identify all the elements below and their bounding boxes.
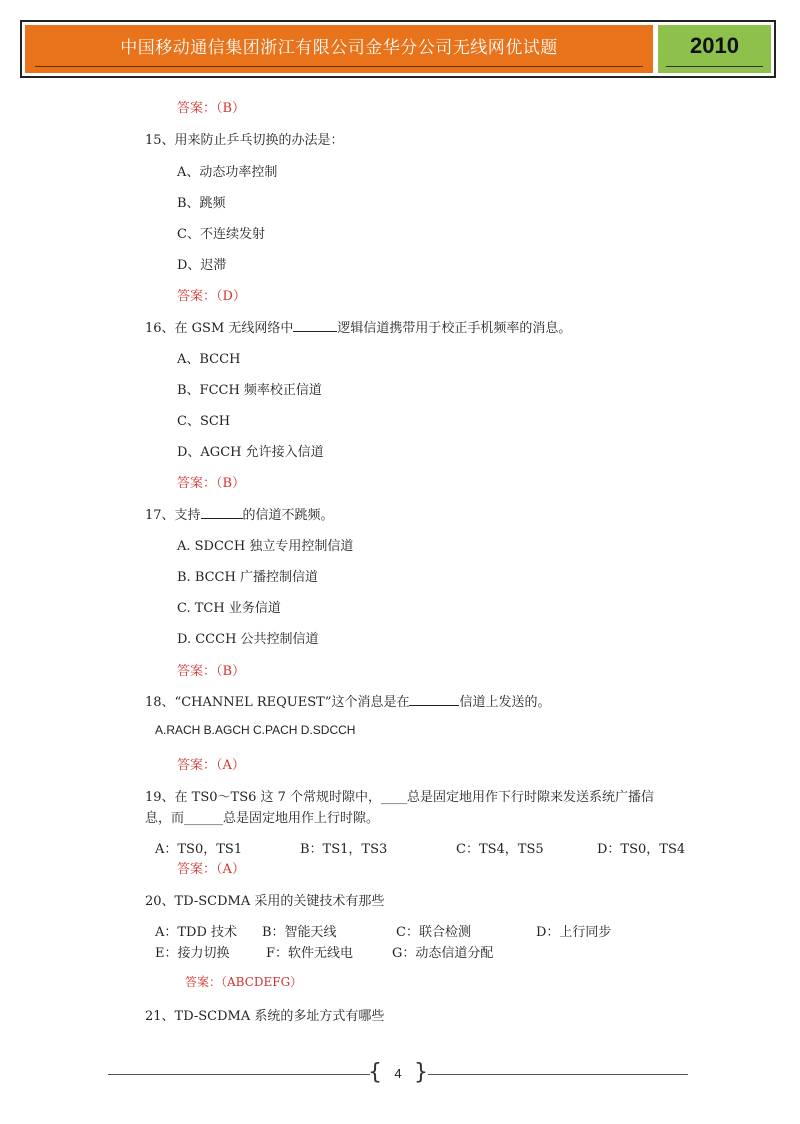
- option-19a: A：TS0，TS1: [155, 842, 243, 857]
- question-20: 20、TD-SCDMA 采用的关键技术有那些: [145, 894, 385, 909]
- option-15b: B、跳频: [177, 196, 226, 211]
- footer-rule-right: [428, 1074, 688, 1075]
- option-20d: D：上行同步: [536, 925, 612, 940]
- footer-rule-left: [108, 1074, 370, 1075]
- option-15a: A、动态功率控制: [177, 165, 278, 180]
- option-15c: C、不连续发射: [177, 227, 265, 242]
- page-header: [20, 20, 776, 78]
- question-18: [145, 691, 551, 710]
- answer-19: 答案：（A）: [177, 862, 245, 877]
- answer-17: 答案：（B）: [177, 664, 246, 679]
- question-17-prefix: 17、支持: [145, 508, 201, 523]
- option-20e: E：接力切换: [155, 946, 230, 961]
- header-title-box: [25, 25, 653, 73]
- option-19d: D：TS0，TS4: [597, 842, 686, 857]
- answer-16: 答案：（B）: [177, 476, 246, 491]
- option-17a: A. SDCCH 独立专用控制信道: [177, 539, 354, 554]
- answer-20: 答案：（ABCDEFG）: [185, 975, 303, 989]
- option-20a: A：TDD 技术: [155, 925, 238, 940]
- question-18-prefix: 18、“CHANNEL REQUEST”这个消息是在: [145, 695, 410, 710]
- question-17: [145, 504, 334, 523]
- fill-blank: [201, 504, 243, 519]
- question-15: 15、用来防止乒乓切换的办法是：: [145, 133, 344, 148]
- answer-15: 答案：（D）: [177, 289, 246, 304]
- header-year-box: [658, 25, 771, 73]
- option-19b: B：TS1，TS3: [300, 842, 388, 857]
- question-19-line-1: 19、在 TS0～TS6 这 7 个常规时隙中，____总是固定地用作下行时隙来发送系统广播信: [145, 790, 655, 805]
- option-20g: G：动态信道分配: [392, 946, 494, 961]
- answer-14: 答案：（B）: [177, 101, 246, 116]
- document-year: 2010: [690, 33, 739, 58]
- question-16: [145, 317, 571, 336]
- page-number-block: [368, 1062, 428, 1088]
- title-underline: [35, 66, 643, 67]
- page-number: 4: [394, 1066, 402, 1081]
- fill-blank: [293, 317, 337, 332]
- question-16-prefix: 16、在 GSM 无线网络中: [145, 321, 294, 336]
- question-21: 21、TD-SCDMA 系统的多址方式有哪些: [145, 1009, 385, 1024]
- document-title: 中国移动通信集团浙江有限公司金华分公司无线网优试题: [120, 38, 558, 58]
- option-20b: B：智能天线: [262, 925, 337, 940]
- option-19c: C：TS4，TS5: [456, 842, 544, 857]
- page-brace-right: }: [414, 1060, 428, 1085]
- year-underline: [666, 66, 763, 67]
- option-16b: B、FCCH 频率校正信道: [177, 383, 322, 398]
- question-18-options: A.RACH B.AGCH C.PACH D.SDCCH: [155, 723, 356, 737]
- option-20f: F：软件无线电: [266, 946, 354, 961]
- option-15d: D、迟滞: [177, 258, 227, 273]
- question-17-suffix: 的信道不跳频。: [242, 508, 334, 523]
- page-brace-left: {: [368, 1060, 382, 1085]
- option-17c: C. TCH 业务信道: [177, 601, 281, 616]
- option-17b: B. BCCH 广播控制信道: [177, 570, 318, 585]
- option-16a: A、BCCH: [177, 352, 241, 367]
- option-16c: C、SCH: [177, 414, 231, 429]
- question-16-suffix: 逻辑信道携带用于校正手机频率的消息。: [337, 321, 572, 336]
- option-17d: D. CCCH 公共控制信道: [177, 632, 319, 647]
- option-16d: D、AGCH 允许接入信道: [177, 445, 324, 460]
- fill-blank: [409, 691, 459, 706]
- question-18-suffix: 信道上发送的。: [459, 695, 551, 710]
- question-19-line-2: 息，而______总是固定地用作上行时隙。: [145, 811, 380, 826]
- option-20c: C：联合检测: [396, 925, 471, 940]
- answer-18: 答案：（A）: [177, 758, 245, 773]
